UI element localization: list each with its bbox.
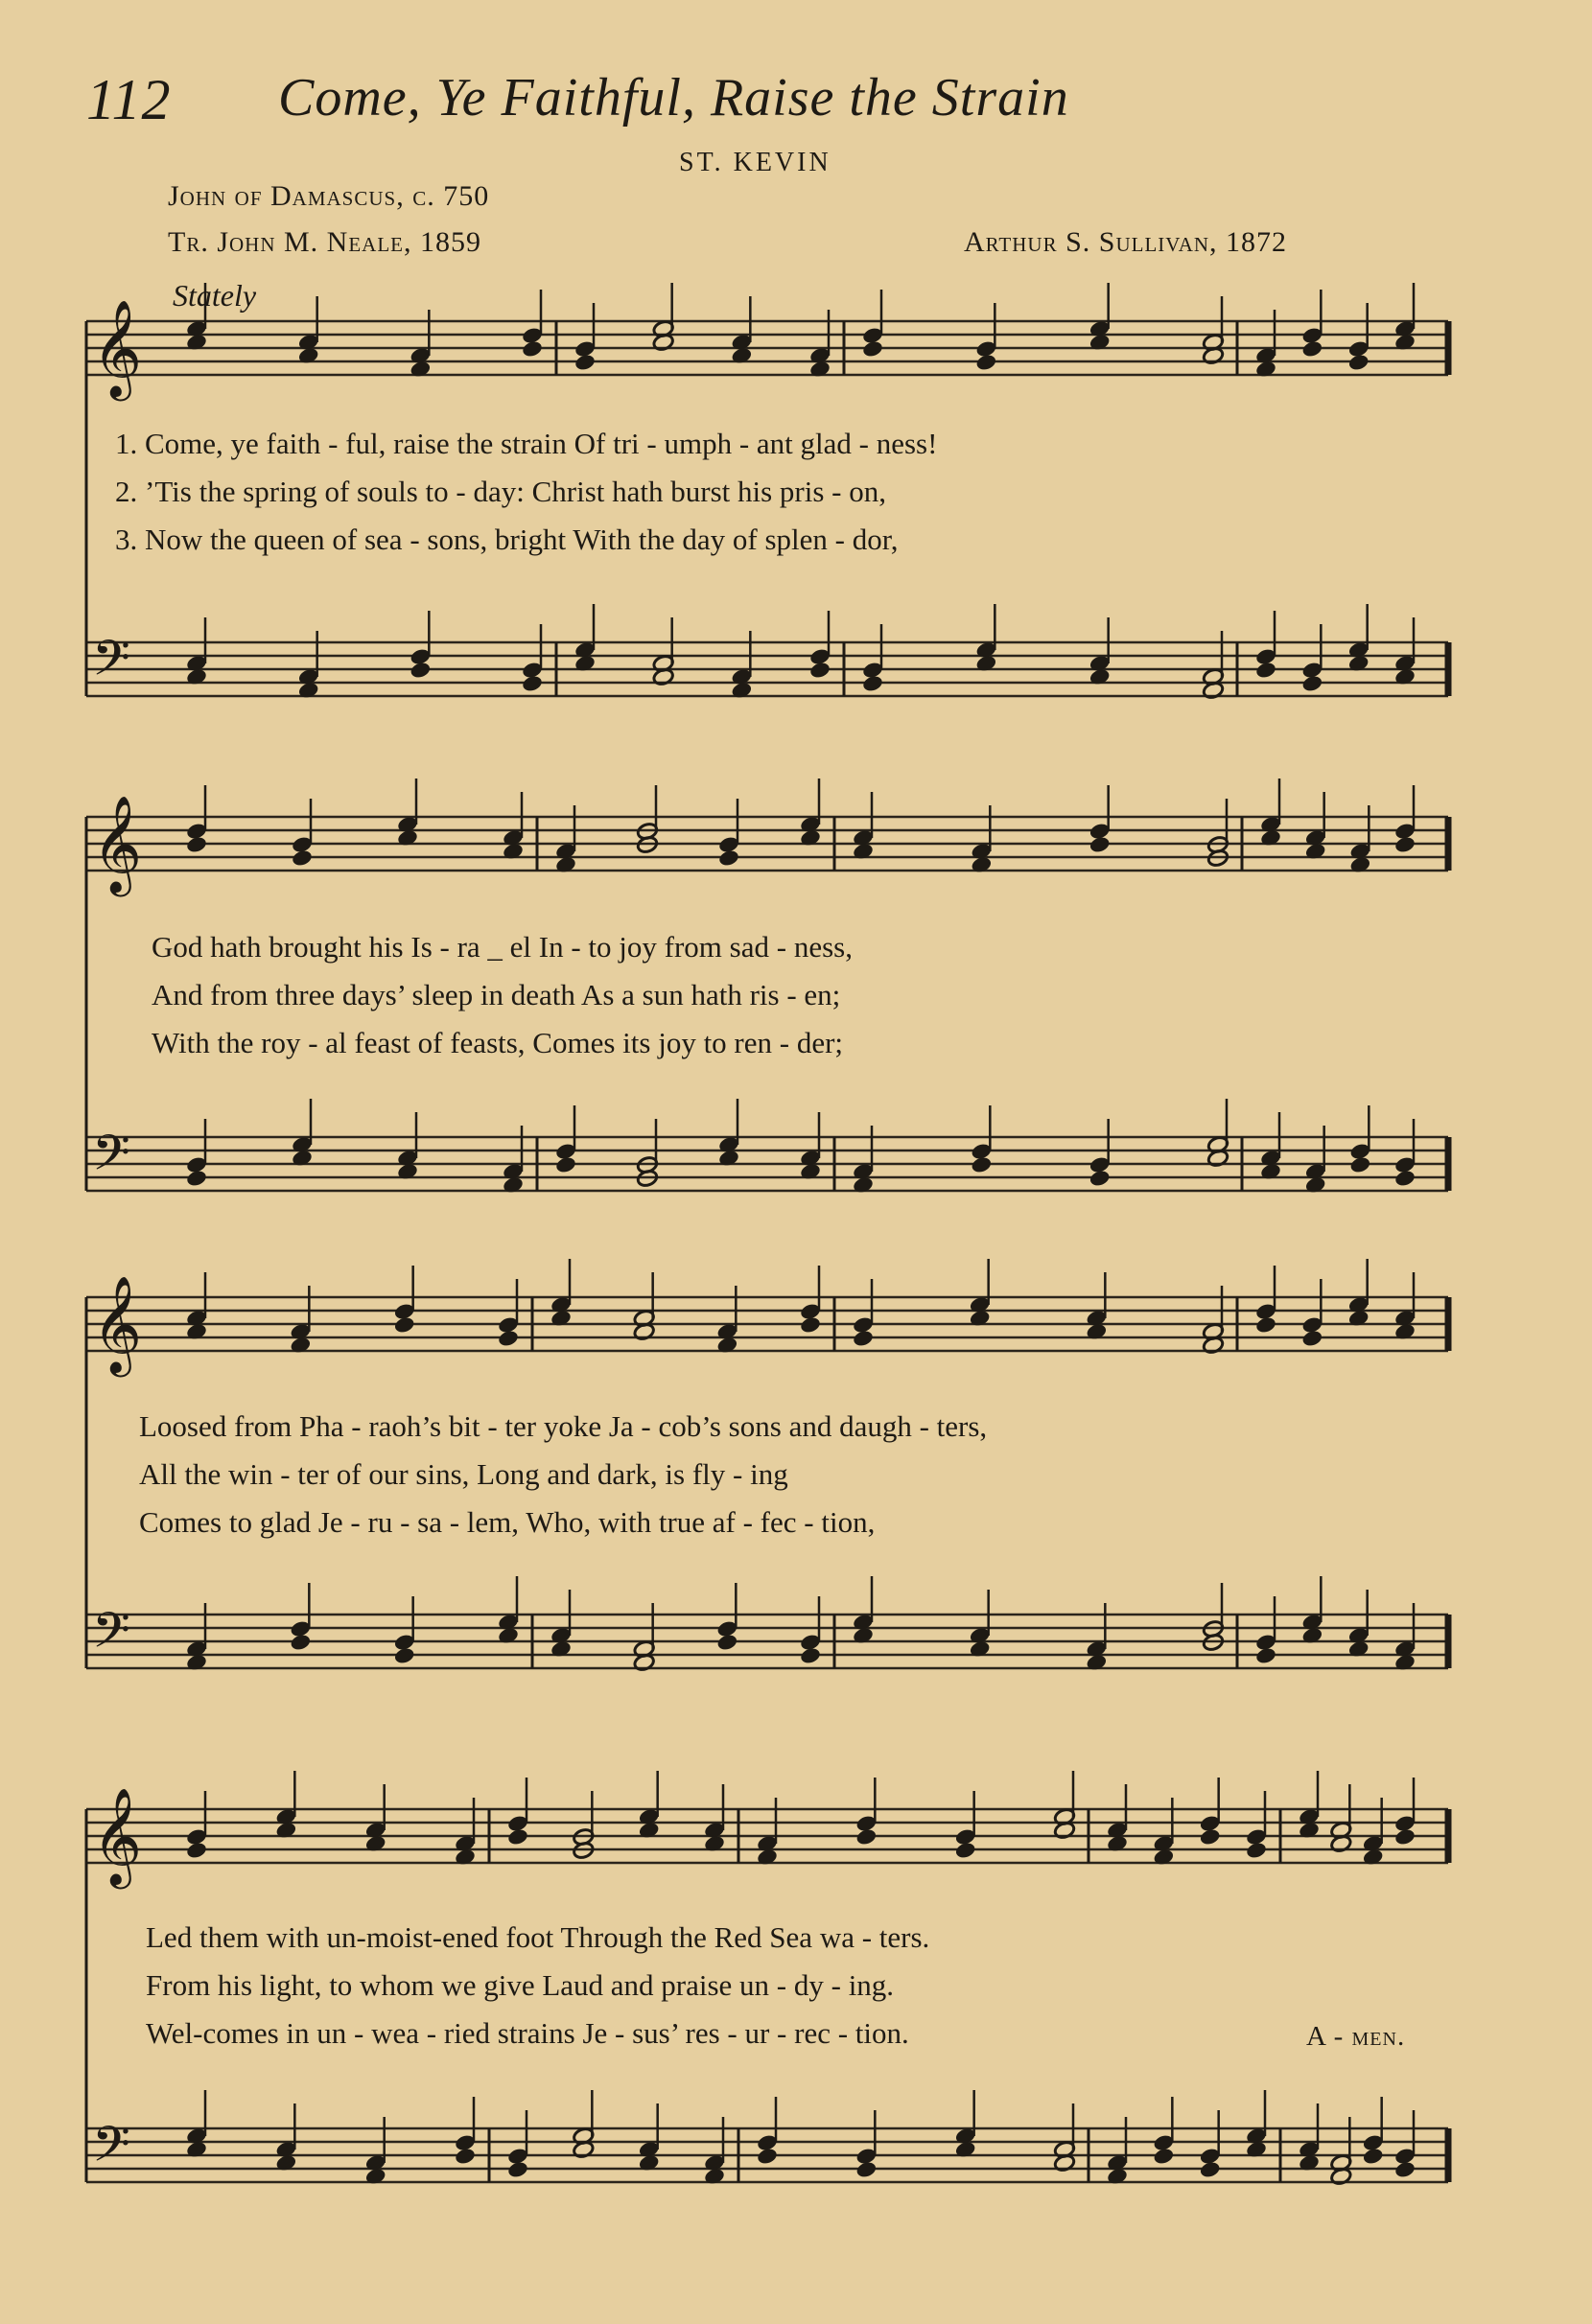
- note-head: [855, 1827, 878, 1847]
- treble-clef-icon: 𝄞: [92, 794, 143, 893]
- note-head: [1393, 1827, 1416, 1847]
- note-head: [975, 353, 998, 372]
- note-head: [1349, 1155, 1372, 1174]
- verse-number: 2.: [115, 475, 138, 508]
- note-head: [506, 2160, 529, 2179]
- note-head: [861, 674, 884, 693]
- hymn-title: Come, Ye Faithful, Raise the Strain: [278, 68, 1069, 128]
- note-head: [454, 2147, 477, 2166]
- treble-clef-icon: 𝄞: [92, 298, 143, 397]
- lyric-line: Wel-comes in un - wea - ried strains Je - sus’ res - ur - rec - tion.: [146, 2016, 909, 2050]
- lyric-text: Come, ye faith - ful, raise the strain Of tri - umph - ant glad - ness!: [145, 427, 938, 460]
- bass-staff: [86, 1615, 1448, 1668]
- note-head: [1254, 1646, 1277, 1665]
- note-head: [855, 2160, 878, 2179]
- hymn-number: 112: [86, 68, 172, 131]
- lyric-line: From his light, to whom we give Laud and praise un - dy - ing.: [146, 1968, 895, 2002]
- amen-text: A - men.: [1306, 2021, 1406, 2052]
- lyric-line: [115, 427, 937, 461]
- bass-clef-icon: 𝄢: [92, 629, 130, 699]
- note-head: [574, 353, 597, 372]
- note-head: [185, 1169, 208, 1188]
- verse-number: 1.: [115, 427, 138, 460]
- bass-clef-icon: 𝄢: [92, 1601, 130, 1671]
- lyric-line: [115, 523, 899, 557]
- note-head: [185, 1841, 208, 1860]
- note-head: [521, 674, 544, 693]
- lyric-line: Comes to glad Je - ru - sa - lem, Who, with true af - fec - tion,: [139, 1505, 876, 1539]
- note-head: [506, 1827, 529, 1847]
- lyric-text: ’Tis the spring of souls to - day: Christ hath burst his pris - on,: [145, 475, 887, 508]
- note-head: [1301, 1329, 1324, 1348]
- bass-staff: [86, 1137, 1448, 1191]
- bass-clef-icon: 𝄢: [92, 1124, 130, 1194]
- bass-staff: [86, 642, 1448, 696]
- note-head: [521, 339, 544, 359]
- note-head: [1199, 1827, 1222, 1847]
- note-head: [861, 339, 884, 359]
- note-head: [410, 661, 433, 680]
- note-head: [1393, 2160, 1416, 2179]
- lyric-line: With the roy - al feast of feasts, Comes its joy to ren - der;: [152, 1026, 844, 1059]
- note-head: [1301, 339, 1324, 359]
- note-head: [1393, 1169, 1416, 1188]
- treble-staff: [86, 817, 1448, 871]
- note-head: [852, 1329, 875, 1348]
- lyric-line: God hath brought his Is - ra _ el In - to joy from sad - ness,: [152, 930, 853, 964]
- note-head: [716, 1633, 739, 1652]
- note-head: [497, 1329, 520, 1348]
- bass-clef-icon: 𝄢: [92, 2115, 130, 2185]
- note-head: [1254, 1315, 1277, 1335]
- treble-staff: [86, 321, 1448, 375]
- lyric-line: Led them with un-moist-ened foot Through the Red Sea wa - ters.: [146, 1920, 930, 1954]
- note-head: [1393, 835, 1416, 854]
- note-head: [808, 661, 831, 680]
- treble-staff: [86, 1297, 1448, 1351]
- note-head: [185, 835, 208, 854]
- treble-clef-icon: 𝄞: [92, 1274, 143, 1373]
- composer-credit: Arthur S. Sullivan, 1872: [964, 226, 1288, 258]
- note-head: [1362, 2147, 1385, 2166]
- note-head: [756, 2147, 779, 2166]
- note-head: [1153, 2147, 1176, 2166]
- note-head: [393, 1646, 416, 1665]
- note-head: [1347, 353, 1370, 372]
- note-head: [1245, 1841, 1268, 1860]
- verse-number: 3.: [115, 523, 138, 556]
- tune-name: ST. KEVIN: [679, 148, 831, 177]
- note-head: [954, 1841, 977, 1860]
- note-head: [291, 848, 314, 868]
- lyric-line: Loosed from Pha - raoh’s bit - ter yoke Ja - cob’s sons and daugh - ters,: [139, 1409, 988, 1443]
- note-head: [717, 848, 740, 868]
- note-head: [971, 1155, 994, 1174]
- lyric-line: [115, 475, 886, 509]
- note-head: [799, 1315, 822, 1335]
- note-head: [393, 1315, 416, 1335]
- note-head: [1254, 661, 1277, 680]
- note-head: [1089, 835, 1112, 854]
- tempo-marking: Stately: [173, 278, 257, 313]
- note-head: [1199, 2160, 1222, 2179]
- author-credit: John of Damascus, c. 750: [168, 180, 490, 212]
- treble-clef-icon: 𝄞: [92, 1786, 143, 1885]
- note-head: [1089, 1169, 1112, 1188]
- lyric-text: Now the queen of sea - sons, bright With the day of splen - dor,: [145, 523, 899, 556]
- note-head: [290, 1633, 313, 1652]
- note-head: [799, 1646, 822, 1665]
- translator-credit: Tr. John M. Neale, 1859: [168, 226, 481, 258]
- note-head: [554, 1155, 577, 1174]
- lyric-line: All the win - ter of our sins, Long and dark, is fly - ing: [139, 1457, 788, 1491]
- lyric-line: And from three days’ sleep in death As a sun hath ris - en;: [152, 978, 841, 1011]
- note-head: [1301, 674, 1324, 693]
